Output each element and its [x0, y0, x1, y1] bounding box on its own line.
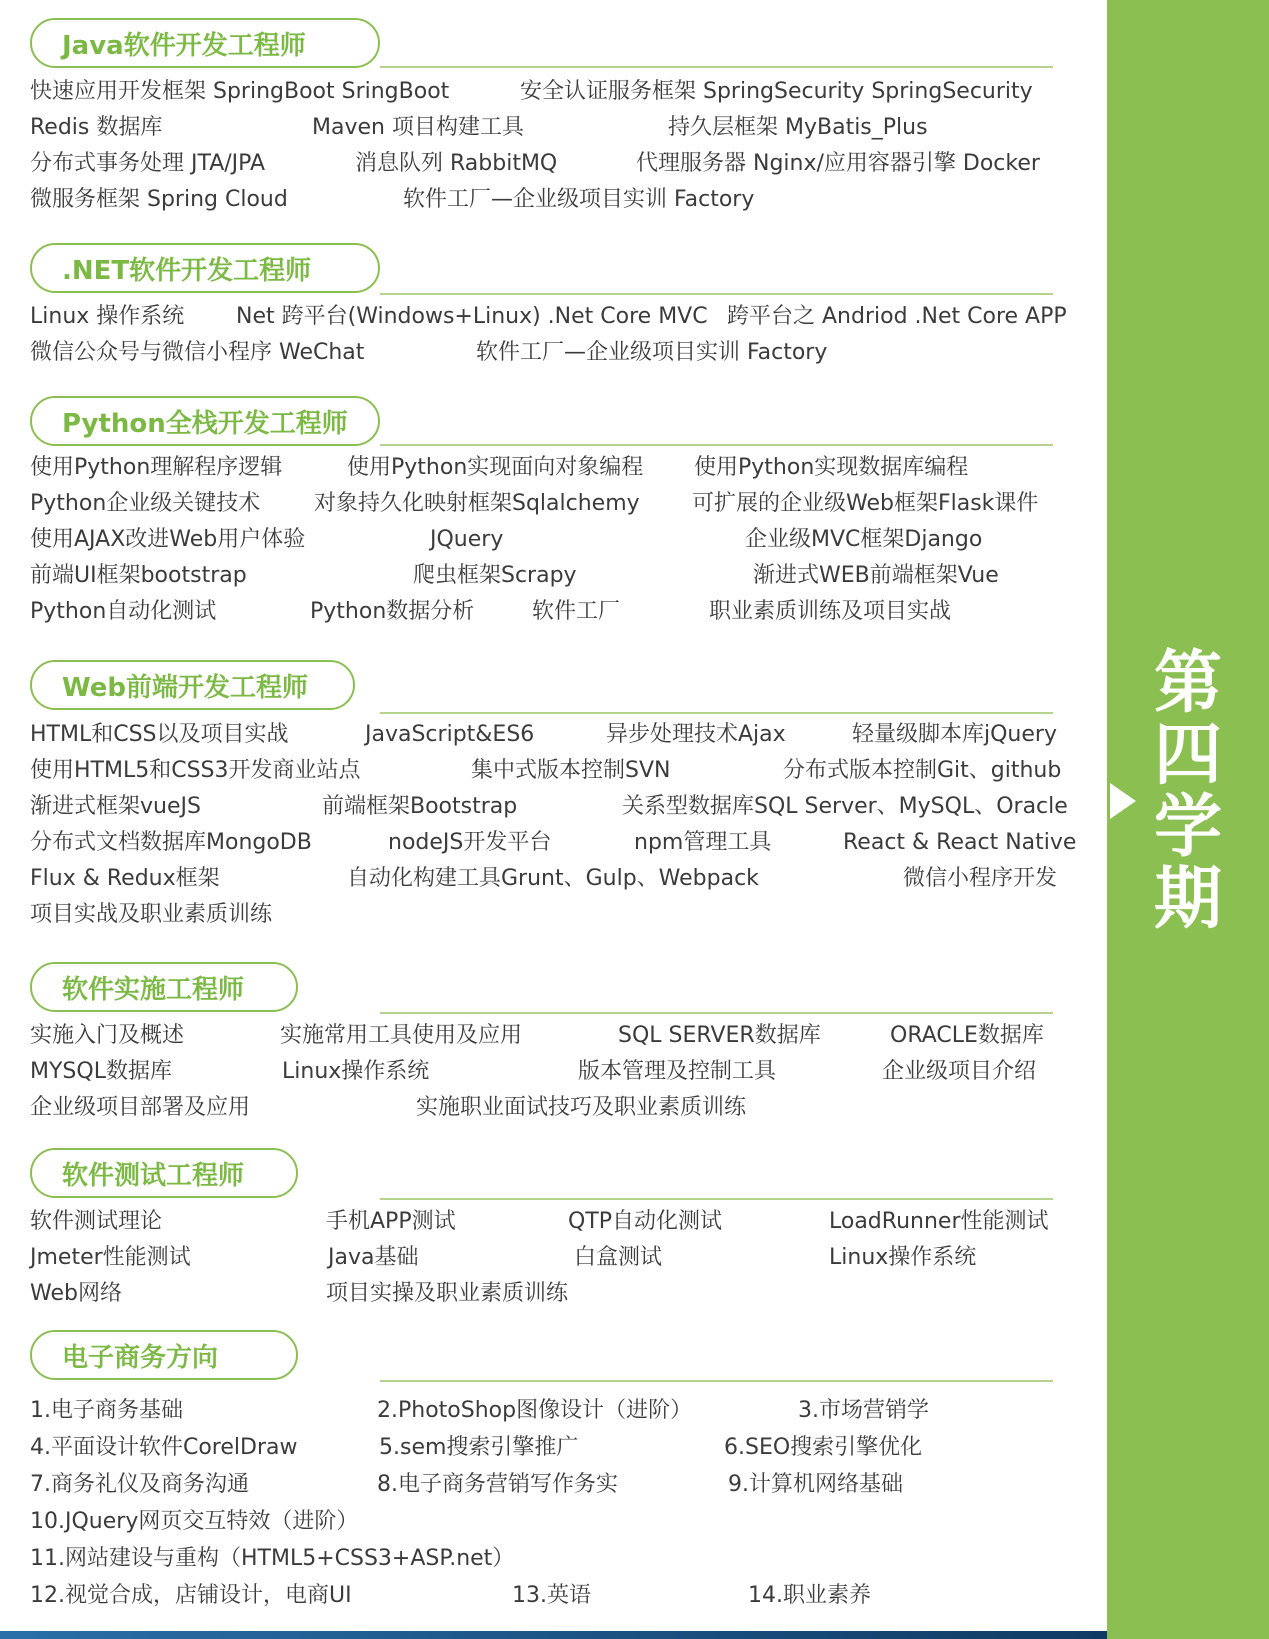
course-row — [0, 1578, 1069, 1614]
course-item: 企业级MVC框架Django — [745, 527, 983, 552]
course-item: HTML和CSS以及项目实战 — [30, 722, 289, 747]
course-row — [0, 486, 1069, 522]
course-row — [0, 753, 1069, 789]
course-item: JQuery — [430, 527, 504, 552]
course-item: Python数据分析 — [310, 599, 475, 624]
course-item: 实施常用工具使用及应用 — [280, 1023, 523, 1048]
section-title-pill — [30, 243, 380, 293]
course-item: Python企业级关键技术 — [30, 491, 261, 516]
course-row — [0, 1393, 1069, 1429]
section-title: 软件测试工程师 — [62, 1160, 245, 1191]
course-item: Net 跨平台(Windows+Linux) .Net Core MVC — [236, 304, 708, 329]
play-arrow-icon — [1110, 783, 1136, 819]
course-row — [0, 861, 1069, 897]
course-item: 软件工厂—企业级项目实训 Factory — [476, 340, 828, 365]
semester-title-char: 期 — [1153, 860, 1222, 939]
course-row — [0, 1541, 1069, 1577]
course-item: 实施职业面试技巧及职业素质训练 — [416, 1095, 747, 1120]
course-item: 渐进式框架vueJS — [30, 794, 201, 819]
course-item: 手机APP测试 — [326, 1209, 456, 1234]
course-row — [0, 1467, 1069, 1503]
course-item: 安全认证服务框架 SpringSecurity SpringSecurity — [520, 79, 1033, 104]
course-row — [0, 110, 1069, 146]
course-item: 消息队列 RabbitMQ — [355, 151, 558, 176]
course-row — [0, 558, 1069, 594]
course-item: 微信公众号与微信小程序 WeChat — [30, 340, 365, 365]
course-item: 12.视觉合成，店铺设计，电商UI — [30, 1583, 352, 1608]
course-item: 实施入门及概述 — [30, 1023, 185, 1048]
section-divider — [380, 444, 1053, 446]
section-title: 电子商务方向 — [62, 1342, 219, 1373]
course-row — [0, 335, 1069, 371]
course-item: 自动化构建工具Grunt、Gulp、Webpack — [347, 866, 759, 891]
course-row — [0, 717, 1069, 753]
section-title: Java软件开发工程师 — [62, 30, 306, 61]
course-item: 分布式文档数据库MongoDB — [30, 830, 312, 855]
course-item: 使用AJAX改进Web用户体验 — [30, 527, 306, 552]
course-item: SQL SERVER数据库 — [618, 1023, 821, 1048]
course-item: 轻量级脚本库jQuery — [852, 722, 1057, 747]
course-item: Maven 项目构建工具 — [312, 115, 524, 140]
section-title-pill — [30, 396, 380, 446]
section-title-pill — [30, 18, 380, 68]
course-item: Linux操作系统 — [829, 1245, 977, 1270]
section-title-pill — [30, 1330, 298, 1380]
course-item: 10.JQuery网页交互特效（进阶） — [30, 1509, 359, 1534]
section-divider — [380, 1012, 1053, 1014]
course-item: 对象持久化映射框架Sqlalchemy — [314, 491, 640, 516]
section-title: Web前端开发工程师 — [62, 672, 308, 703]
course-row — [0, 146, 1069, 182]
bottom-decor-band — [0, 1631, 1107, 1639]
course-item: QTP自动化测试 — [568, 1209, 723, 1234]
course-row — [0, 897, 1069, 933]
course-item: Jmeter性能测试 — [30, 1245, 191, 1270]
course-item: 8.电子商务营销写作务实 — [377, 1472, 618, 1497]
course-item: ORACLE数据库 — [890, 1023, 1044, 1048]
section-title-pill — [30, 660, 355, 710]
course-row — [0, 1090, 1069, 1126]
course-item: Python自动化测试 — [30, 599, 217, 624]
course-item: 11.网站建设与重构（HTML5+CSS3+ASP.net） — [30, 1546, 515, 1571]
semester-title — [1148, 644, 1228, 939]
course-item: 企业级项目介绍 — [882, 1059, 1037, 1084]
semester-title-char: 第 — [1153, 644, 1222, 723]
course-item: MYSQL数据库 — [30, 1059, 172, 1084]
course-row — [0, 594, 1069, 630]
course-item: 使用Python实现数据库编程 — [694, 455, 969, 480]
course-item: 关系型数据库SQL Server、MySQL、Oracle — [622, 794, 1068, 819]
course-item: 使用HTML5和CSS3开发商业站点 — [30, 758, 361, 783]
course-row — [0, 1054, 1069, 1090]
course-item: 微服务框架 Spring Cloud — [30, 187, 288, 212]
course-item: 软件工厂 — [532, 599, 621, 624]
course-item: 分布式事务处理 JTA/JPA — [30, 151, 266, 176]
course-item: 14.职业素养 — [748, 1583, 871, 1608]
course-item: 2.PhotoShop图像设计（进阶） — [377, 1398, 693, 1423]
course-row — [0, 1276, 1069, 1312]
course-row — [0, 450, 1069, 486]
course-item: 可扩展的企业级Web框架Flask课件 — [692, 491, 1039, 516]
course-row — [0, 182, 1069, 218]
course-item: 项目实战及职业素质训练 — [30, 902, 273, 927]
course-item: 使用Python实现面向对象编程 — [347, 455, 644, 480]
course-item: 爬虫框架Scrapy — [413, 563, 577, 588]
course-item: 异步处理技术Ajax — [606, 722, 786, 747]
section-title: 软件实施工程师 — [62, 974, 245, 1005]
course-row — [0, 825, 1077, 861]
course-item: 13.英语 — [512, 1583, 591, 1608]
course-row — [0, 1018, 1069, 1054]
course-item: LoadRunner性能测试 — [829, 1209, 1049, 1234]
section-divider — [380, 1380, 1053, 1382]
course-item: 渐进式WEB前端框架Vue — [753, 563, 999, 588]
course-item: npm管理工具 — [634, 830, 772, 855]
course-item: 7.商务礼仪及商务沟通 — [30, 1472, 249, 1497]
course-item: 9.计算机网络基础 — [728, 1472, 903, 1497]
course-item: 4.平面设计软件CorelDraw — [30, 1435, 298, 1460]
course-item: 6.SEO搜索引擎优化 — [724, 1435, 923, 1460]
course-item: 跨平台之 Andriod .Net Core APP — [727, 304, 1067, 329]
course-item: 集中式版本控制SVN — [471, 758, 671, 783]
course-row — [0, 1204, 1069, 1240]
course-item: Java基础 — [328, 1245, 419, 1270]
course-row — [0, 789, 1069, 825]
section-title-pill — [30, 1148, 298, 1198]
course-row — [0, 1504, 1069, 1540]
course-item: 5.sem搜索引擎推广 — [379, 1435, 579, 1460]
section-divider — [380, 712, 1053, 714]
course-row — [0, 522, 1069, 558]
section-title-pill — [30, 962, 298, 1012]
course-row — [0, 1240, 1069, 1276]
course-item: 版本管理及控制工具 — [578, 1059, 777, 1084]
course-item: 企业级项目部署及应用 — [30, 1095, 251, 1120]
course-item: React & React Native — [843, 830, 1077, 855]
course-item: 快速应用开发框架 SpringBoot SringBoot — [30, 79, 450, 104]
course-item: Redis 数据库 — [30, 115, 163, 140]
course-item: 项目实操及职业素质训练 — [326, 1281, 569, 1306]
course-item: nodeJS开发平台 — [388, 830, 552, 855]
section-divider — [380, 293, 1053, 295]
section-title: Python全栈开发工程师 — [62, 408, 348, 439]
semester-title-char: 四 — [1153, 716, 1222, 795]
course-item: Linux操作系统 — [282, 1059, 430, 1084]
section-title: .NET软件开发工程师 — [62, 255, 312, 286]
course-item: 代理服务器 Nginx/应用容器引擎 Docker — [636, 151, 1040, 176]
course-row — [0, 74, 1069, 110]
course-item: 分布式版本控制Git、github — [783, 758, 1062, 783]
course-row — [0, 1430, 1069, 1466]
course-item: 3.市场营销学 — [798, 1398, 929, 1423]
course-item: 白盒测试 — [574, 1245, 663, 1270]
course-item: 前端框架Bootstrap — [322, 794, 518, 819]
section-divider — [380, 66, 1053, 68]
course-item: 软件测试理论 — [30, 1209, 163, 1234]
course-item: 1.电子商务基础 — [30, 1398, 183, 1423]
course-item: 微信小程序开发 — [903, 866, 1058, 891]
course-item: Web网络 — [30, 1281, 122, 1306]
course-item: Flux & Redux框架 — [30, 866, 220, 891]
course-item: JavaScript&ES6 — [365, 722, 535, 747]
section-divider — [380, 1198, 1053, 1200]
course-item: 软件工厂—企业级项目实训 Factory — [403, 187, 755, 212]
course-item: 职业素质训练及项目实战 — [709, 599, 952, 624]
semester-title-char: 学 — [1153, 788, 1222, 867]
course-item: 使用Python理解程序逻辑 — [30, 455, 283, 480]
course-row — [0, 299, 1069, 335]
course-item: Linux 操作系统 — [30, 304, 185, 329]
course-item: 前端UI框架bootstrap — [30, 563, 247, 588]
course-item: 持久层框架 MyBatis_Plus — [668, 115, 928, 140]
